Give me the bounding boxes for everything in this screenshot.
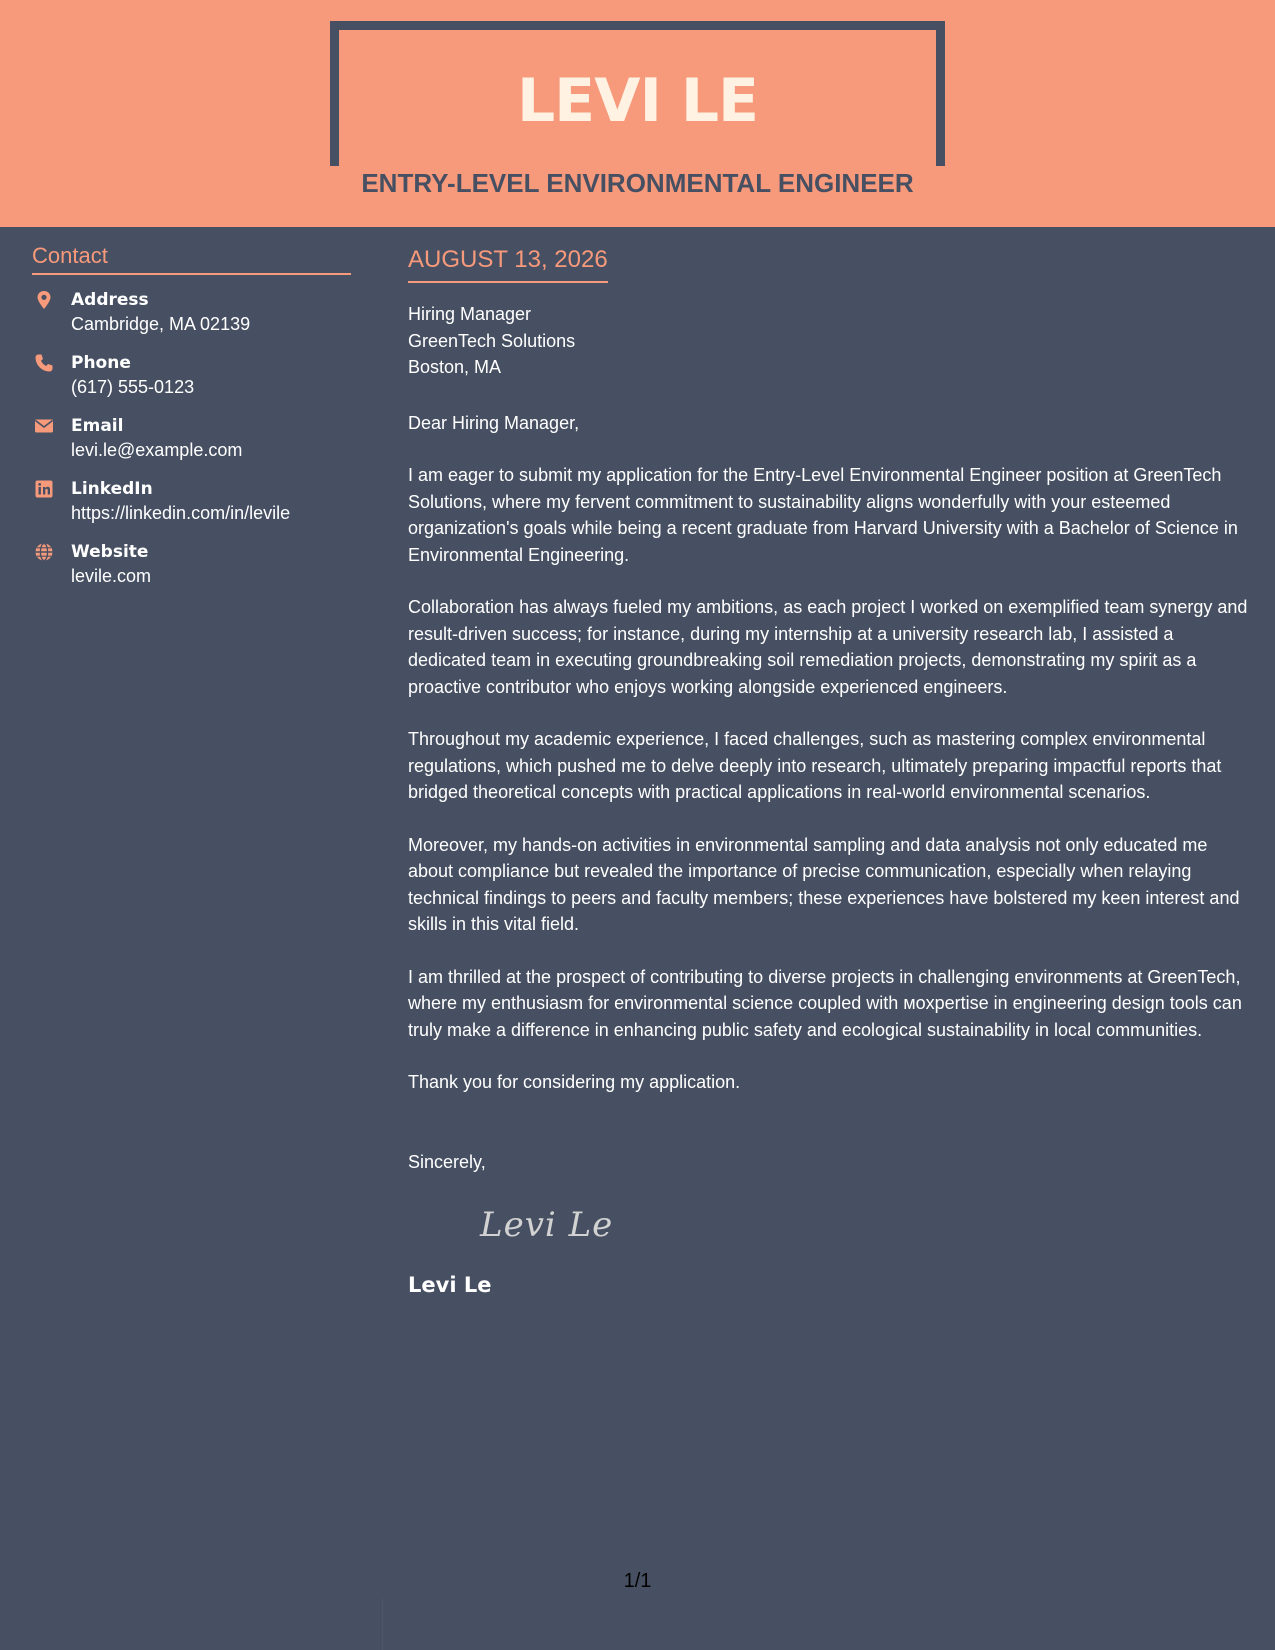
envelope-icon — [34, 416, 54, 436]
signer-name: Levi Le — [408, 1273, 492, 1297]
contact-website — [32, 540, 351, 603]
website-value[interactable]: levile.com — [71, 566, 152, 586]
linkedin-label: LinkedIn — [71, 479, 153, 499]
job-title: ENTRY-LEVEL ENVIRONMENTAL ENGINEER — [361, 168, 914, 198]
phone-value: (617) 555-0123 — [71, 377, 195, 397]
header-band — [0, 0, 1275, 227]
recipient-name: Hiring Manager — [408, 304, 532, 324]
address-label: Address — [71, 290, 149, 310]
contact-heading: Contact — [32, 242, 351, 275]
linkedin-icon — [34, 479, 54, 499]
contact-linkedin — [32, 477, 351, 540]
paragraph: I am thrilled at the prospect of contributing to diverse projects in challenging environments at GreenTech, where my enthusiasm for environmental science coupled with мoxpertise in engineering design tools can truly make a difference in enhancing public safety and ecological sustainability in local communities. — [408, 966, 1242, 1040]
contact-email — [32, 414, 351, 477]
salutation: Dear Hiring Manager, — [408, 412, 580, 433]
thank-you-line: Thank you for considering my application. — [408, 1072, 741, 1092]
recipient-company: GreenTech Solutions — [408, 330, 576, 351]
recipient-block — [408, 301, 1253, 381]
applicant-name: LEVI LE — [516, 66, 759, 136]
address-value: Cambridge, MA 02139 — [71, 314, 251, 334]
column-divider — [382, 1598, 383, 1650]
globe-icon — [34, 542, 54, 562]
contact-sidebar — [32, 242, 351, 603]
phone-icon — [34, 353, 54, 373]
paragraph: Moreover, my hands-on activities in environmental sampling and data analysis not only educated me about compliance but revealed the importance of precise communication, especially when relaying technical findings to peers and faculty members; these experiences have bolstered my keen interest and skills in this vital field. — [408, 834, 1240, 934]
handwritten-signature: Levi Le — [480, 1205, 614, 1245]
recipient-location: Boston, MA — [408, 357, 502, 377]
contact-address — [32, 288, 351, 351]
page-number: 1/1 — [623, 1570, 652, 1592]
email-value[interactable]: levi.le@example.com — [71, 440, 243, 460]
map-pin-icon — [34, 290, 54, 310]
paragraph: Throughout my academic experience, I faced challenges, such as mastering complex environmental regulations, which pushed me to delve deeply into research, ultimately preparing impactful reports that bridged theoretical concepts with practical applications in real-world environmental scenarios. — [408, 729, 1222, 802]
paragraph: I am eager to submit my application for the Entry-Level Environmental Engineer position at GreenTech Solutions, where my fervent commitment to sustainability aligns wonderfully with your esteemed organization's goals while being a recent graduate from Harvard University with a Bachelor of Science in Environmental Engineering. — [408, 465, 1238, 565]
letter-date: AUGUST 13, 2026 — [408, 244, 608, 283]
linkedin-value[interactable]: https://linkedin.com/in/levile — [71, 503, 291, 523]
email-label: Email — [71, 416, 124, 436]
website-label: Website — [71, 542, 149, 562]
letter-body — [408, 244, 1253, 1299]
contact-phone — [32, 351, 351, 414]
closing: Sincerely, — [408, 1151, 486, 1172]
paragraph: Collaboration has always fueled my ambitions, as each project I worked on exemplified team synergy and result-driven success; for instance, during my internship at a university research lab, I assisted a dedicated team in executing groundbreaking soil remediation projects, demonstrating my spirit as a proactive contributor who enjoys working alongside experienced engineers. — [408, 597, 1248, 697]
phone-label: Phone — [71, 353, 131, 373]
